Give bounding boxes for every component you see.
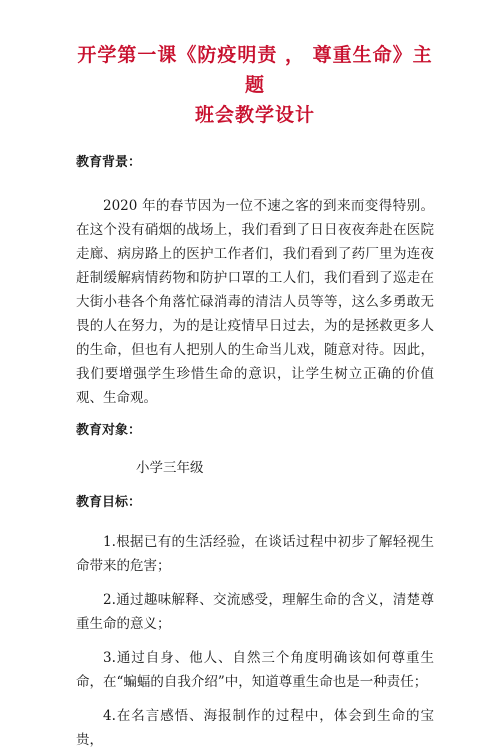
goal-item: 3.通过自身、他人、自然三个角度明确该如何尊重生命，在“蝙蝠的自我介绍”中，知道尊重生命也是一种责任；: [76, 650, 434, 690]
goals-heading: 教育目标：: [76, 495, 142, 510]
goal-item: 1.根据已有的生活经验，在谈话过程中初步了解轻视生命带来的危害；: [76, 534, 434, 574]
background-paragraph: 2020 年的春节因为一位不速之客的到来而变得特别。在这个没有硝烟的战场上，我们看到了日日夜夜奔赴在医院走廊、病房路上的医护工作者们，我们看到了药厂里为连夜赶制缓解病情药物和防护口罩的工人们，我们看到了巡走在大街小巷各个角落忙碌消毒的清洁人员等等，这么多勇敢无畏的人在努力，为的是让疫情早日过去，为的是拯救更多人的生命，但也有人把别人的生命当儿戏，随意对待。因此，我们要增强学生珍惜生命的意识，让学生树立正确的价值观、生命观。: [76, 198, 434, 406]
background-heading: 教育背景：: [76, 155, 142, 170]
target-heading: 教育对象：: [76, 423, 142, 438]
title-line-2: 班会教学设计: [194, 104, 315, 126]
document-title: [76, 40, 434, 130]
target-value: 小学三年级: [136, 460, 204, 476]
goal-item: 2.通过趣味解释、交流感受，理解生命的含义，清楚尊重生命的意义；: [76, 592, 434, 632]
title-line-1: 开学第一课《防疫明责 ， 尊重生命》主题: [77, 44, 433, 96]
goal-item: 4.在名言感悟、海报制作的过程中，体会到生命的宝贵，: [76, 708, 434, 748]
